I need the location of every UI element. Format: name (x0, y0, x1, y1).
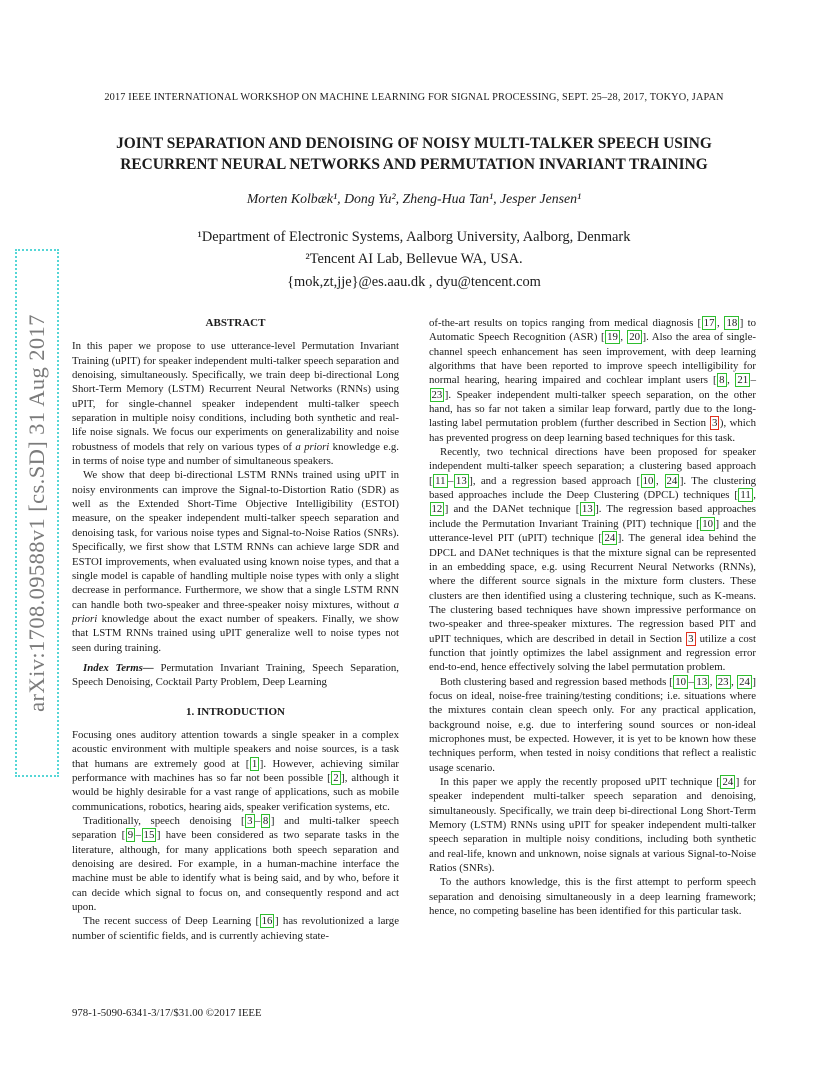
copyright-footer: 978-1-5090-6341-3/17/$31.00 ©2017 IEEE (72, 1007, 262, 1019)
citation-link[interactable]: 18 (726, 317, 738, 329)
citation-link[interactable]: 11 (740, 489, 751, 502)
citation-link[interactable]: 12 (431, 503, 443, 516)
introduction-paragraph-3: The recent success of Deep Learning [ 16 ] has revolutionized a large number of scientific fields, and is currently achieving state- (72, 915, 399, 942)
paper-title-line-2: RECURRENT NEURAL NETWORKS AND PERMUTATION INVARIANT TRAINING (120, 156, 708, 173)
citation-link[interactable]: 24 (666, 474, 678, 487)
right-column (429, 316, 756, 943)
citation-link[interactable]: 10 (702, 517, 713, 530)
citation-link[interactable]: 8 (719, 374, 725, 387)
conference-header: 2017 IEEE INTERNATIONAL WORKSHOP ON MACHINE LEARNING FOR SIGNAL PROCESSING, SEPT. 25–28, 2017, TOKYO, JAPAN (104, 92, 724, 103)
index-terms-label: Index Terms— (83, 661, 154, 674)
citation-link[interactable]: 21 (737, 374, 749, 387)
citation-link[interactable]: 24 (739, 675, 750, 688)
citation-link[interactable]: 3 (247, 815, 253, 827)
citation-link[interactable]: 8 (262, 815, 269, 827)
authors-line: Morten Kolbæk¹, Dong Yu², Zheng-Hua Tan¹, Jesper Jensen¹ (246, 191, 582, 206)
citation-link[interactable]: 20 (629, 331, 640, 344)
citation-link[interactable]: 24 (604, 532, 616, 545)
paper-title-line-1: JOINT SEPARATION AND DENOISING OF NOISY MULTI-TALKER SPEECH USING (116, 135, 712, 152)
citation-link[interactable]: 19 (607, 331, 618, 344)
left-column (72, 316, 399, 943)
citation-link[interactable]: 2 (333, 771, 339, 784)
affiliations-block (0, 226, 828, 293)
abstract-paragraph-2: We show that deep bi-directional LSTM RNNs trained using uPIT in noisy environments can improve the Signal-to-Distortion Ratio (SDR) as well as the Extended Short-Time Objective Intelligibility (ESTOI) measure, on the speaker independent multi-talker speech separation and denoising task, for various noise types and Signal-to-Noise Ratios (SNRs). Specifically, we first show that LSTM RNNs can achieve large SDR and ESTOI improvements, when evaluated using known noise types, and that a single model is capable of handling multiple noise types with only a slight decrease in performance. Furthermore, we show that a single LSTM RNN can handle both two-speaker and three-speaker noisy mixtures, without a priori knowledge about the exact number of speakers. Finally, we show that LSTM RNNs trained using uPIT generalize well to noise types not seen during training. (72, 469, 399, 654)
abstract-heading: ABSTRACT (205, 317, 266, 329)
paper-title (50, 133, 778, 175)
citation-link[interactable]: 11 (435, 474, 446, 487)
citation-link[interactable]: 13 (696, 675, 708, 688)
citation-link[interactable]: 15 (143, 829, 155, 842)
section-ref-link[interactable]: 3 (688, 632, 694, 645)
citation-link[interactable]: 16 (261, 915, 273, 928)
introduction-heading: 1. INTRODUCTION (185, 705, 285, 718)
citation-link[interactable]: 17 (703, 317, 715, 329)
abstract-paragraph-1: In this paper we propose to use utterance-level Permutation Invariant Training (uPIT) for speaker independent multi-talker speech separation and denoising, simultaneously. Specifically, we train deep bi-directional Long Short-Term Memory (LSTM) Recurrent Neural Networks (RNNs) using uPIT, for single-channel speaker independent multi-talker speech separation in multiple noisy conditions, including both synthetic and real-life noise signals. We focus our experiments on generalizability and noise robustness of models that rely on various types of a priori knowledge e.g. in terms of noise type and number of simultaneous speakers. (72, 340, 399, 468)
italic-text: a priori (72, 598, 399, 625)
citation-link[interactable]: 23 (717, 675, 729, 688)
index-terms: Index Terms— Permutation Invariant Training, Speech Separation, Speech Denoising, Cocktail Party Problem, Deep Learning (72, 661, 399, 689)
arxiv-watermark-box[interactable] (15, 249, 59, 777)
right-column-paragraph-3: Both clustering based and regression based methods [ 10 – 13 , 23 , 24 ] focus on ideal, noise-free training/testing conditions; i.e. situations where the mixtures contain clean speech only. For any practical application, background noise, e.g. due to interfering sound sources or non-ideal microphones must, be expected. However, it is yet to be known how these techniques perform, when tested in noisy conditions that reflect a realistic usage scenario. (429, 675, 757, 774)
right-column-paragraph-5: To the authors knowledge, this is the first attempt to perform speech separation and denoising simultaneously in a deep learning framework; hence, no competing baseline has been identified for this particular task. (429, 876, 756, 918)
section-ref-link[interactable]: 3 (711, 417, 718, 430)
citation-link[interactable]: 13 (581, 503, 593, 516)
citation-link[interactable]: 10 (642, 474, 654, 487)
two-column-body (72, 316, 756, 943)
right-column-paragraph-1: of-the-art results on topics ranging from medical diagnosis [ 17 , 18 ] to Automatic Speech Recognition (ASR) [ 19 , 20 ]. Also the area of single-channel speech enhancement has seen improvement, with deep learning algorithms that have been reported to improve speech intelligibility for normal hearing, hearing impaired and cochlear implant users [ 8 , 21 –23 ]. Speaker independent multi-talker speech separation, on the other hand, has so far not taken a similar leap forward, partly due to the long-lasting label permutation problem (further described in Section 3 ), which has prevented progress on deep learning based techniques for this task. (429, 317, 757, 444)
right-column-paragraph-2: Recently, two technical directions have been proposed for speaker independent multi-talker speech separation; a clustering based approach [ 11 – 13 ], and a regression based approach [ 10 , 24 ]. The clustering based approaches include the Deep Clustering (DPCL) techniques [ 11 , 12 ] and the DANet technique [ 13 ]. The regression based approaches include the Permutation Invariant Training (PIT) technique [ 10 ] and the utterance-level PIT (uPIT) technique [ 24 ]. The general idea behind the DPCL and DANet techniques is that the mixture signal can be represented in an embedding space, e.g. using Recurrent Neural Networks (RNNs), where the different source signals in the mixture form clusters. These clusters are then identified using a clustering technique, such as K-means. The clustering based techniques have shown impressive performance on two-speaker and three-speaker mixtures. The regression based PIT and uPIT techniques, which are described in detail in Section 3 utilize a cost function that jointly optimizes the label assignment and regression error end-to-end, hence effectively solving the label permutation problem. (429, 446, 756, 674)
italic-text: a priori (295, 440, 330, 453)
citation-link[interactable]: 9 (127, 829, 134, 842)
introduction-paragraph-2: Traditionally, speech denoising [ 3 – 8 ] and multi-talker speech separation [ 9 – 15 ] have been considered as two separate tasks in the literature, although, for many applications both speech separation and denoising are desired. For example, in a human-machine interface the machine must be able to identify what is being said, and by who, before it can decide which signal to focus on, and consequently respond and act upon. (72, 815, 400, 914)
arxiv-watermark-text[interactable]: arXiv:1708.09588v1 [cs.SD] 31 Aug 2017 (24, 314, 49, 712)
author-emails: {mok,zt,jje}@es.aau.dk , dyu@tencent.com (287, 273, 541, 290)
affiliation-2: ²Tencent AI Lab, Bellevue WA, USA. (305, 251, 523, 268)
citation-link[interactable]: 13 (455, 474, 467, 487)
citation-link[interactable]: 24 (722, 776, 734, 788)
citation-link[interactable]: 10 (675, 675, 687, 688)
citation-link[interactable]: 23 (431, 388, 443, 401)
citation-link[interactable]: 1 (251, 757, 258, 770)
right-column-paragraph-4: In this paper we apply the recently proposed uPIT technique [ 24 ] for speaker independent multi-talker speech separation and denoising, simultaneously. Specifically, we train deep bi-directional Long Short-Term Memory (LSTM) RNNs using uPIT for speaker independent multi-talker speech separation in multiple noisy conditions, including both synthetic and real-life, known and unknown, noise signals at various Signal-to-Noise Ratios (SNRs). (429, 776, 756, 875)
introduction-paragraph-1: Focusing ones auditory attention towards a single speaker in a complex acoustic environment with multiple speakers and noise sources, is a task that humans are extremely good at [ 1 ]. However, achieving similar performance with machines has so far not been possible [ 2 ], although it would be highly desirable for a vast range of applications, such as mobile communications, robotics, hearing aids, speaker verification systems, etc. (72, 728, 399, 813)
affiliation-1: ¹Department of Electronic Systems, Aalborg University, Aalborg, Denmark (197, 229, 631, 245)
